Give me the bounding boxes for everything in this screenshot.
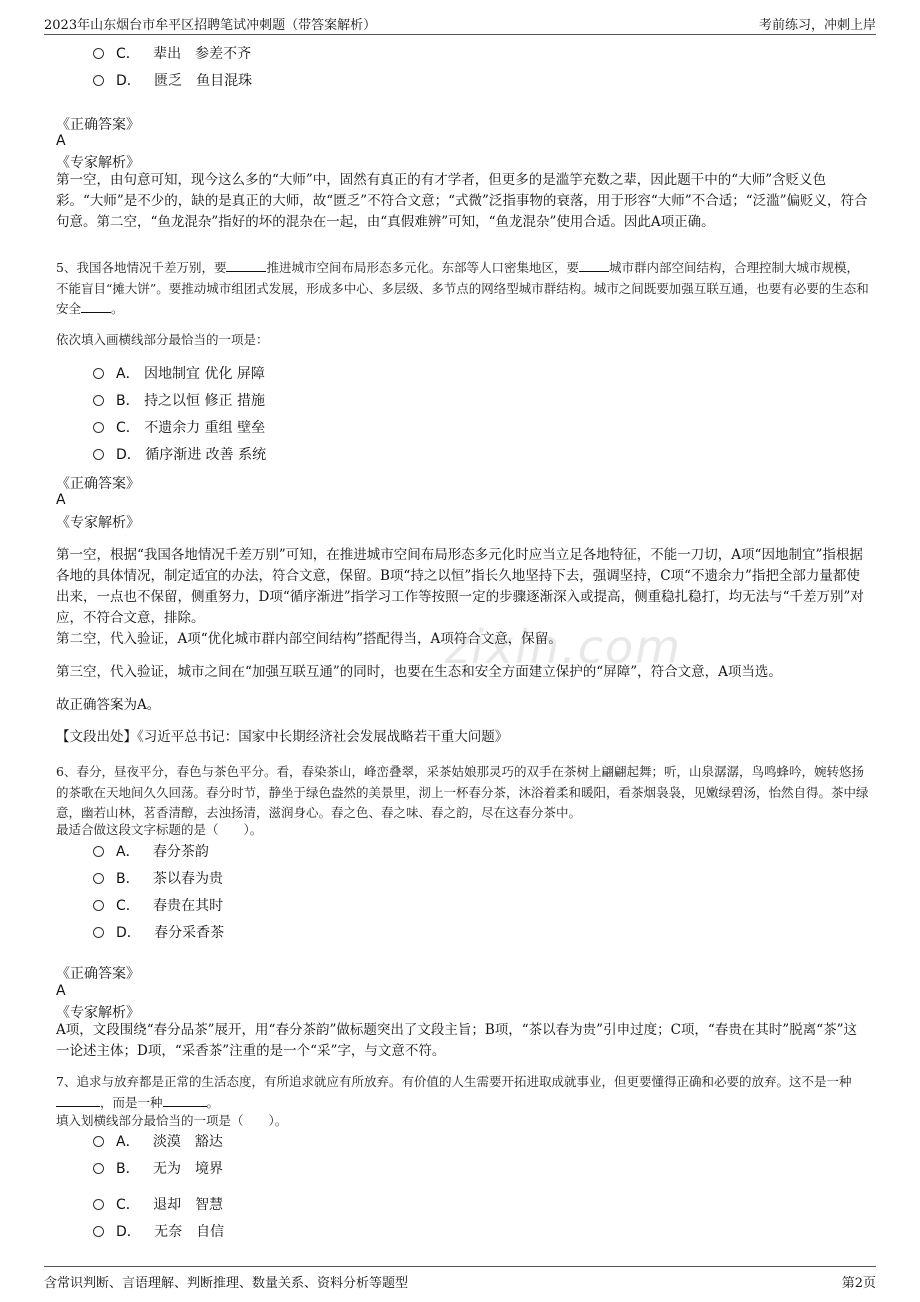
q5-option-d[interactable]: D． 循序渐进 改善 系统 <box>93 445 266 465</box>
radio-icon[interactable] <box>93 422 104 433</box>
footer-description: 含常识判断、言语理解、判断推理、数量关系、资料分析等题型 <box>44 1276 409 1291</box>
q5-option-c[interactable]: C． 不遗余力 重组 壁垒 <box>93 418 265 438</box>
q5-analysis-para4: 故正确答案为A。 <box>56 697 161 713</box>
q5-stem: 5、我国各地情况千差万别，要 推进城市空间布局形态多元化。东部等人口密集地区，要 城市群内部空间结构，合理控制大城市规模，不能盲目“摊大饼”。要推动城市组团式发展，形成多中心、多层级、多节点的网络型城市群结构。城市之间既要加强互联互通，也要有必要的生态和安全 。 <box>56 260 869 316</box>
radio-icon[interactable] <box>93 927 104 938</box>
q5-analysis-para1: 第一空，根据“我国各地情况千差万别”可知，在推进城市空间布局形态多元化时应当立足各地特征，不能一刀切，A项“因地制宜”指根据各地的具体情况，制定适宜的办法，符合文意，保留。B项“持之以恒”指长久地坚持下去，强调坚持，C项“不遗余力”指把全部力量都使出来，一点也不保留，侧重努力，D项“循序渐进”指学习工作等按照一定的步骤逐渐深入或提高，侧重稳扎稳打，均无法与“千差万别”对应，不符合文意，排除。 <box>56 547 864 626</box>
q6-stem: 6、春分，昼夜平分，春色与茶色平分。看，春染茶山，峰峦叠翠，采茶姑娘那灵巧的双手在茶树上翩翩起舞；听，山泉潺潺，鸟鸣蜂吟，婉转悠扬的茶歌在天地间久久回荡。春分时节，静坐于绿色盎然的美景里，沏上一杯春分茶，沐浴着柔和暖阳，看茶烟袅袅，见嫩绿碧汤，怡然自得。茶中绿意，幽若山林，茗香清醇，去浊扬清，滋润身心。春之色、春之味、春之韵，尽在这春分茶中。 <box>56 764 869 820</box>
radio-icon[interactable] <box>93 48 104 59</box>
q4-answer-label: 《正确答案》 <box>56 117 140 133</box>
q4-analysis: 第一空，由句意可知，现今这么多的“大师”中，固然有真正的有才学者，但更多的是滥竽充数之辈，因此题干中的“大师”含贬义色彩。“大师”是不少的，缺的是真正的大师，故“匮乏”不符合文意；“式微”泛指事物的衰落，用于形容“大师”不合适；“泛滥”偏贬义，符合句意。第二空，“鱼龙混杂”指好的坏的混杂在一起，由“真假难辨”可知，“鱼龙混杂”使用合适。因此A项正确。 <box>56 172 868 230</box>
watermark: zixin.com <box>445 620 682 674</box>
q6-option-c[interactable]: C． 春贵在其时 <box>93 896 223 916</box>
q5-option-b[interactable]: B． 持之以恒 修正 措施 <box>93 391 265 411</box>
q5-prompt: 依次填入画横线部分最恰当的一项是： <box>56 332 269 347</box>
q5-analysis-para2: 第二空，代入验证，A项“优化城市群内部空间结构”搭配得当，A项符合文意，保留。 <box>56 631 562 647</box>
radio-icon[interactable] <box>93 1136 104 1147</box>
radio-icon[interactable] <box>93 900 104 911</box>
q4-option-c[interactable]: C． 辈出 参差不齐 <box>93 44 251 64</box>
radio-icon[interactable] <box>93 75 104 86</box>
blank-line <box>81 300 111 313</box>
q4-analysis-label: 《专家解析》 <box>56 155 140 171</box>
q6-analysis-label: 《专家解析》 <box>56 1005 140 1021</box>
q5-answer-label: 《正确答案》 <box>56 476 140 492</box>
q4-answer: A <box>56 133 66 149</box>
page-header <box>44 10 876 35</box>
q7-prompt: 填入划横线部分最恰当的一项是（ ）。 <box>56 1113 288 1128</box>
header-title: 2023年山东烟台市牟平区招聘笔试冲刺题（带答案解析） <box>44 18 377 33</box>
radio-icon[interactable] <box>93 1199 104 1210</box>
blank-line <box>579 259 609 272</box>
radio-icon[interactable] <box>93 1163 104 1174</box>
header-slogan: 考前练习，冲刺上岸 <box>758 18 876 33</box>
page-footer <box>44 1266 876 1293</box>
blank-line <box>226 259 266 272</box>
q6-answer: A <box>56 983 66 999</box>
q7-option-c[interactable]: C． 退却 智慧 <box>93 1195 223 1215</box>
q6-answer-label: 《正确答案》 <box>56 966 140 982</box>
q7-option-b[interactable]: B． 无为 境界 <box>93 1159 223 1179</box>
q7-stem: 7、追求与放弃都是正常的生活态度，有所追求就应有所放弃。有价值的人生需要开拓进取成就事业，但更要懂得正确和必要的放弃。这不是一种，而是一种 。 <box>56 1074 852 1110</box>
q6-prompt: 最适合做这段文字标题的是（ ）。 <box>56 822 263 837</box>
radio-icon[interactable] <box>93 395 104 406</box>
q7-option-d[interactable]: D． 无奈 自信 <box>93 1222 224 1242</box>
q5-source: 【文段出处】《习近平总书记：国家中长期经济社会发展战略若干重大问题》 <box>56 729 509 745</box>
q6-option-d[interactable]: D． 春分采香茶 <box>93 923 224 943</box>
radio-icon[interactable] <box>93 368 104 379</box>
q5-answer: A <box>56 492 66 508</box>
q5-option-a[interactable]: A． 因地制宜 优化 屏障 <box>93 364 265 384</box>
radio-icon[interactable] <box>93 1226 104 1237</box>
blank-line <box>56 1094 100 1107</box>
q6-option-b[interactable]: B． 茶以春为贵 <box>93 869 223 889</box>
q5-analysis-para3: 第三空，代入验证，城市之间在“加强互联互通”的同时，也要在生态和安全方面建立保护的“屏障”，符合文意，A项当选。 <box>56 664 782 680</box>
blank-line <box>163 1094 207 1107</box>
q4-option-d[interactable]: D． 匮乏 鱼目混珠 <box>93 71 252 91</box>
q6-option-a[interactable]: A． 春分茶韵 <box>93 842 209 862</box>
q5-analysis-label: 《专家解析》 <box>56 515 140 531</box>
q6-analysis: A项，文段围绕“春分品茶”展开，用“春分茶韵”做标题突出了文段主旨；B项，“茶以春为贵”引申过度；C项，“春贵在其时”脱离“茶”这一论述主体；D项，“采香茶”注重的是一个“采”字，与文意不符。 <box>56 1022 858 1059</box>
page-number: 第2页 <box>841 1276 876 1291</box>
q7-option-a[interactable]: A． 淡漠 豁达 <box>93 1132 223 1152</box>
radio-icon[interactable] <box>93 873 104 884</box>
radio-icon[interactable] <box>93 846 104 857</box>
radio-icon[interactable] <box>93 449 104 460</box>
